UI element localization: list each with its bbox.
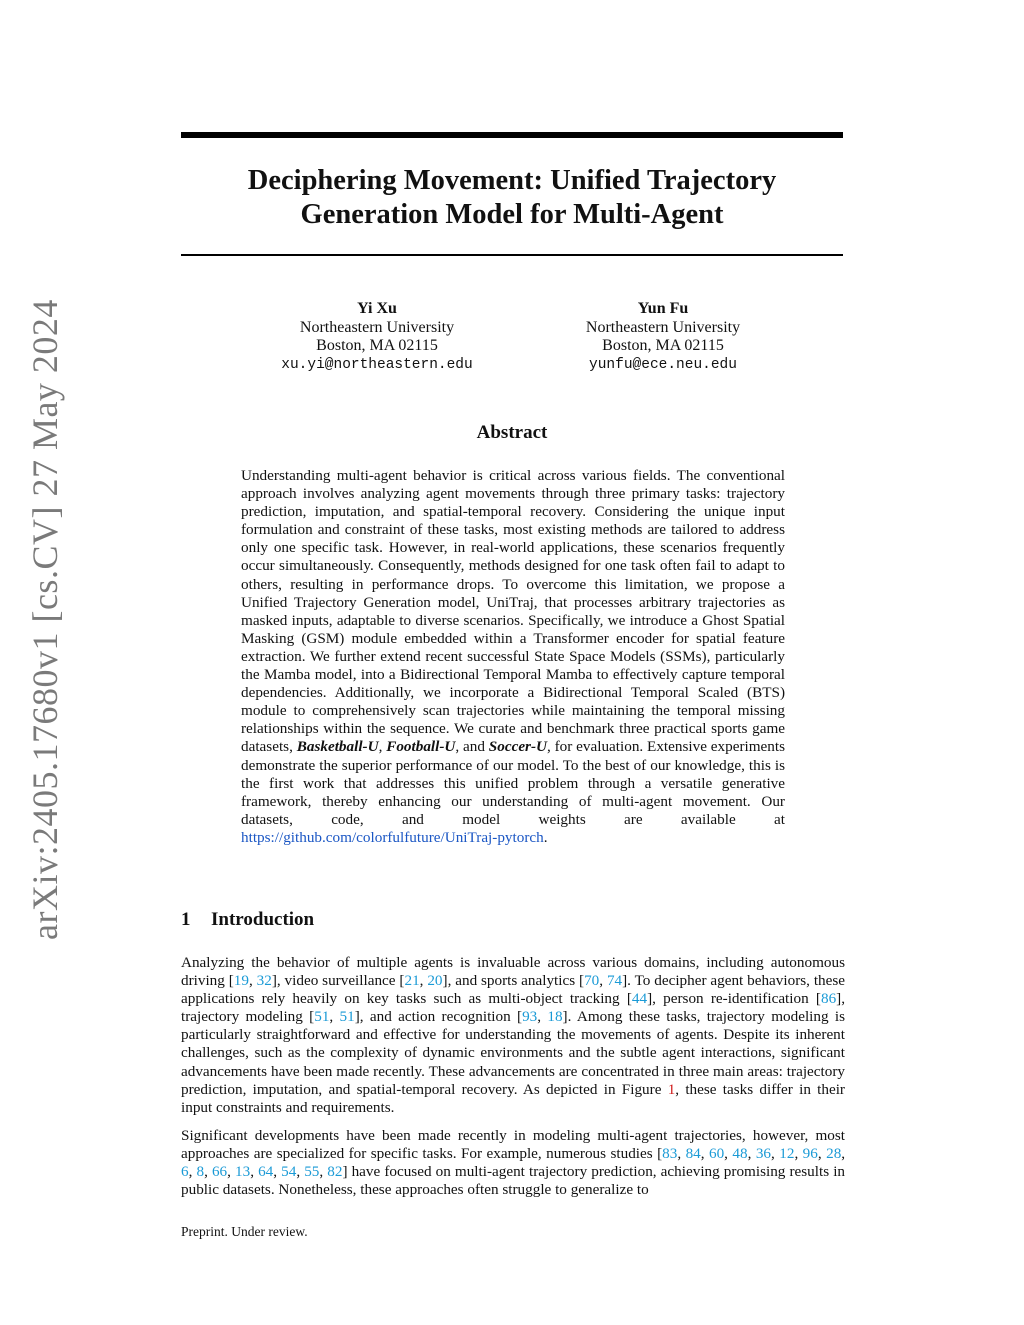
github-link[interactable]: https://github.com/colorfulfuture/UniTraj-pytorch (241, 828, 544, 846)
arxiv-identifier-stamp: arXiv:2405.17680v1 [cs.CV] 27 May 2024 (25, 299, 65, 940)
author-block-1 (247, 300, 507, 374)
abstract-body (241, 467, 785, 847)
title-top-rule (181, 132, 843, 138)
paper-title (181, 164, 843, 232)
abstract-text: . (543, 828, 548, 846)
paragraph-text: , (329, 1008, 340, 1026)
author-address: Boston, MA 02115 (316, 337, 438, 354)
author-affiliation: Northeastern University (585, 318, 741, 336)
paragraph-text: ]. Among these tasks, trajectory modeling is particularly straightforward and effective for understanding the movements of agents. Despite its inherent challenges, such as the complexity of dynamic environments and the subtle agent interactions, significant advancements have been made recently. These advancements are concentrated in three main areas: trajectory prediction, imputation, and spatial-temporal recovery. As depicted in Figure (181, 1008, 846, 1098)
citation-link[interactable]: 54 (281, 1163, 297, 1181)
citation-separator: , (841, 1145, 846, 1163)
paragraph-text: , these tasks differ in their input constraints and requirements. (181, 1080, 845, 1116)
citation-link[interactable]: 12 (779, 1145, 795, 1163)
dataset-name-football: Football-U (386, 738, 456, 756)
author-email[interactable]: yunfu@ece.neu.edu (589, 356, 737, 373)
citation-separator: , (319, 1163, 328, 1181)
citation-link[interactable]: 19 (233, 972, 249, 990)
citation-separator: , (677, 1145, 686, 1163)
paragraph-text: , (599, 972, 607, 990)
abstract-text: , (378, 738, 387, 756)
citation-separator: , (204, 1163, 212, 1181)
paragraph-text: , (537, 1008, 548, 1026)
paragraph-text: Analyzing the behavior of multiple agents is invaluable across various domains, including autonomous driving [ (181, 954, 845, 990)
preprint-footer: Preprint. Under review. (181, 1224, 308, 1239)
citation-link[interactable]: 28 (826, 1145, 842, 1163)
paragraph-text: , (419, 972, 428, 990)
intro-paragraph-1 (181, 954, 845, 1117)
figure-reference-link[interactable]: 1 (667, 1080, 676, 1098)
section-title: Introduction (211, 909, 315, 930)
citation-link[interactable]: 82 (327, 1163, 343, 1181)
citation-link[interactable]: 21 (404, 972, 420, 990)
citation-separator: , (296, 1163, 305, 1181)
citation-separator: , (188, 1163, 197, 1181)
citation-link[interactable]: 32 (256, 972, 272, 990)
citation-link[interactable]: 83 (662, 1145, 678, 1163)
paragraph-text: ] have focused on multi-agent trajectory prediction, achieving promising results in public datasets. Nonetheless, these approaches often struggle to generalize to (181, 1163, 846, 1199)
author-affiliation: Northeastern University (299, 318, 455, 336)
abstract-text: Understanding multi-agent behavior is critical across various fields. The conventional approach involves analyzing agent movements through three primary tasks: trajectory prediction, imputation, and spatial-temporal recovery. Considering the unique input formulation and constraint of these tasks, most existing methods are tailored to address only one specific task. However, in real-world applications, these scenarios frequently occur simultaneously. Consequently, methods designed for one task often fail to adapt to others, resulting in performance drops. To overcome this limitation, we propose a Unified Trajectory Generation model, UniTraj, that processes arbitrary trajectories as masked inputs, adaptable to diverse scenarios. Specifically, we introduce a Ghost Spatial Masking (GSM) module embedded within a Transformer encoder for spatial feature extraction. We further extend recent successful State Space Models (SSMs), particularly the Mamba model, into a Bidirectional Temporal Mamba to effectively capture temporal dependencies. Additionally, we incorporate a Bidirectional Temporal Scaled (BTS) module to comprehensively scan trajectories while maintaining the temporal missing relationships within the sequence. We curate and benchmark three practical sports game datasets, (241, 467, 785, 756)
citation-link[interactable]: 93 (522, 1008, 538, 1026)
abstract-heading: Abstract (476, 422, 548, 443)
paragraph-text: ], trajectory modeling [ (181, 990, 846, 1026)
citation-link[interactable]: 66 (211, 1163, 228, 1181)
title-line-2: Generation Model for Multi-Agent (300, 199, 724, 230)
citation-link[interactable]: 96 (802, 1145, 818, 1163)
author-address: Boston, MA 02115 (602, 337, 724, 354)
abstract-text: , for evaluation. Extensive experiments demonstrate the superior performance of our model. To the best of our knowledge, this is the first work that addresses this unified problem through a versatile generative framework, thereby enhancing our understanding of multi-agent movement. Our datasets, code, and model weights are available at (241, 738, 786, 828)
author-block-2 (533, 300, 793, 374)
citation-separator: , (771, 1145, 780, 1163)
citation-link[interactable]: 13 (235, 1163, 251, 1181)
citation-separator: , (273, 1163, 282, 1181)
citation-link[interactable]: 51 (314, 1008, 330, 1026)
citation-link[interactable]: 70 (584, 972, 600, 990)
citation-link[interactable]: 36 (755, 1145, 772, 1163)
citation-link[interactable]: 6 (181, 1163, 189, 1181)
citation-link[interactable]: 20 (427, 972, 443, 990)
paragraph-text: , (248, 972, 257, 990)
section-heading-introduction (181, 909, 314, 931)
citation-link[interactable]: 86 (820, 990, 837, 1008)
citation-separator: , (250, 1163, 259, 1181)
citation-link[interactable]: 48 (732, 1145, 748, 1163)
section-number: 1 (181, 909, 191, 930)
citation-separator: , (747, 1145, 756, 1163)
citation-link[interactable]: 64 (258, 1163, 274, 1181)
citation-link[interactable]: 44 (631, 990, 648, 1008)
dataset-name-soccer: Soccer-U (488, 738, 547, 756)
citation-link[interactable]: 74 (606, 972, 623, 990)
title-bottom-rule (181, 254, 843, 256)
citation-link[interactable]: 8 (196, 1163, 205, 1181)
citation-separator: , (794, 1145, 803, 1163)
citation-separator: , (700, 1145, 709, 1163)
title-line-1: Deciphering Movement: Unified Trajectory (247, 165, 777, 196)
citation-separator: , (817, 1145, 827, 1163)
citation-link[interactable]: 60 (708, 1145, 725, 1163)
citation-separator: , (227, 1163, 235, 1181)
author-name: Yun Fu (637, 300, 689, 317)
paragraph-text: ]. To decipher agent behaviors, these applications rely heavily on key tasks such as multi-object tracking [ (181, 972, 846, 1008)
citation-link[interactable]: 51 (339, 1008, 355, 1026)
abstract-text: , and (455, 738, 489, 756)
paragraph-text: ], and sports analytics [ (442, 972, 585, 990)
citation-link[interactable]: 55 (304, 1163, 320, 1181)
intro-paragraph-2 (181, 1127, 845, 1199)
paragraph-text: ], video surveillance [ (271, 972, 405, 990)
citation-link[interactable]: 84 (685, 1145, 701, 1163)
paragraph-text: ], person re-identification [ (647, 990, 821, 1008)
author-email[interactable]: xu.yi@northeastern.edu (281, 356, 473, 373)
citation-link[interactable]: 18 (547, 1008, 563, 1026)
author-name: Yi Xu (357, 300, 397, 317)
paragraph-text: Significant developments have been made recently in modeling multi-agent trajectories, however, most approaches are specialized for specific tasks. For example, numerous studies [ (181, 1127, 845, 1163)
dataset-name-basketball: Basketball-U (296, 738, 379, 756)
citation-separator: , (724, 1145, 733, 1163)
paragraph-text: ], and action recognition [ (354, 1008, 523, 1026)
